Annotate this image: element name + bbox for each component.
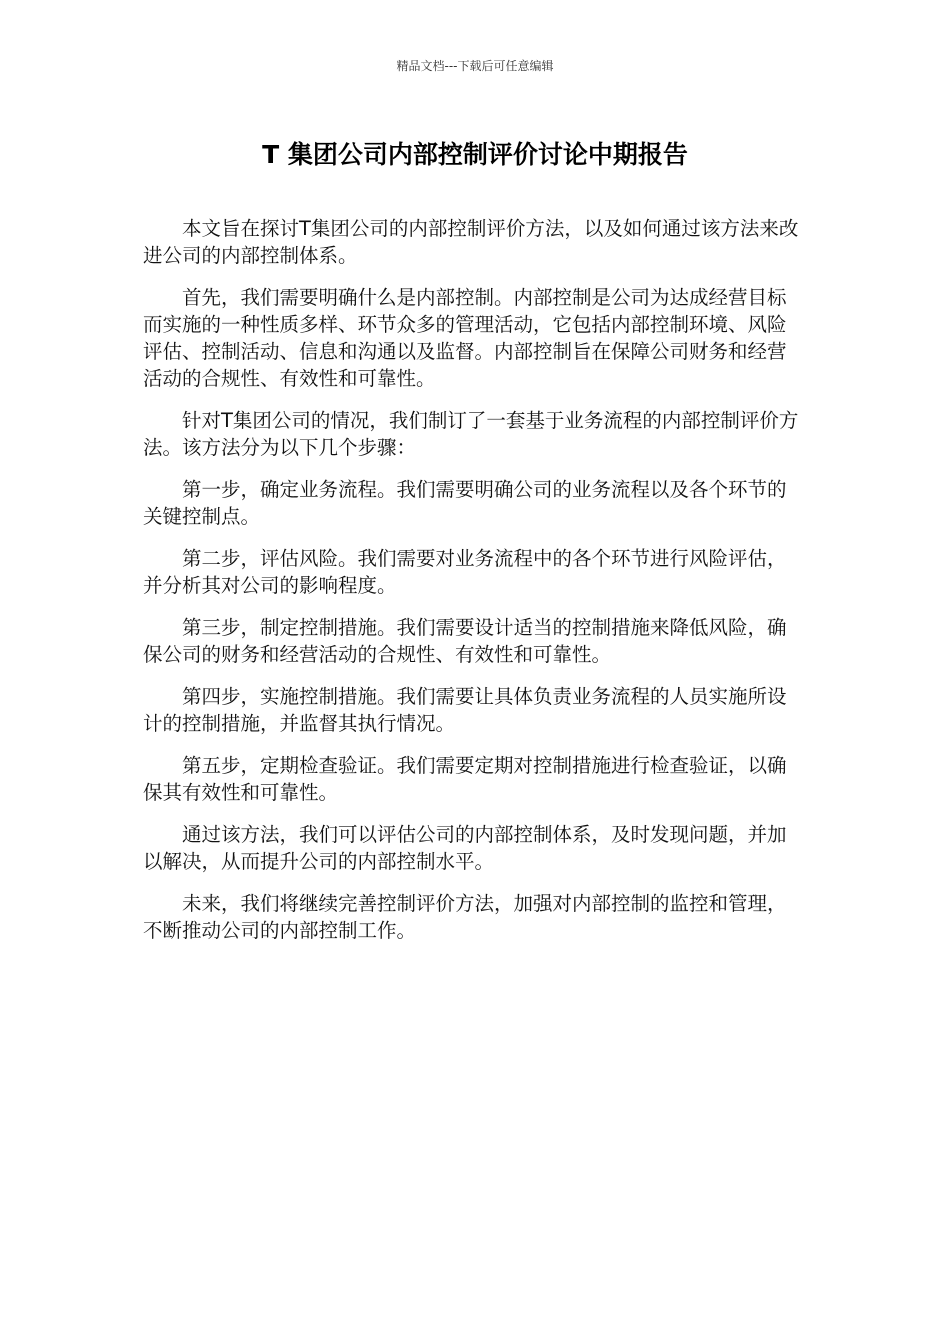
paragraph-step-4: 第四步，实施控制措施。我们需要让具体负责业务流程的人员实施所设计的控制措施，并监督其执行情况。 — [143, 685, 787, 735]
paragraph-result: 通过该方法，我们可以评估公司的内部控制体系，及时发现问题，并加以解决，从而提升公司的内部控制水平。 — [143, 823, 787, 873]
paragraph-step-1: 第一步，确定业务流程。我们需要明确公司的业务流程以及各个环节的关键控制点。 — [143, 478, 787, 528]
paragraph-definition: 首先，我们需要明确什么是内部控制。内部控制是公司为达成经营目标而实施的一种性质多样、环节众多的管理活动，它包括内部控制环境、风险评估、控制活动、信息和沟通以及监督。内部控制旨在保障公司财务和经营活动的合规性、有效性和可靠性。 — [143, 286, 787, 390]
header-note: 精品文档---下载后可任意编辑 — [396, 59, 554, 73]
paragraph-method: 针对T集团公司的情况，我们制订了一套基于业务流程的内部控制评价方法。该方法分为以下几个步骤： — [143, 409, 799, 459]
paragraph-future: 未来，我们将继续完善控制评价方法，加强对内部控制的监控和管理，不断推动公司的内部控制工作。 — [143, 892, 787, 942]
paragraph-step-5: 第五步，定期检查验证。我们需要定期对控制措施进行检查验证，以确保其有效性和可靠性。 — [143, 754, 787, 804]
document-title: T 集团公司内部控制评价讨论中期报告 — [262, 140, 688, 169]
paragraph-step-2: 第二步，评估风险。我们需要对业务流程中的各个环节进行风险评估，并分析其对公司的影响程度。 — [143, 547, 787, 597]
paragraph-step-3: 第三步，制定控制措施。我们需要设计适当的控制措施来降低风险，确保公司的财务和经营活动的合规性、有效性和可靠性。 — [143, 616, 787, 666]
document-body — [143, 215, 799, 959]
paragraph-intro: 本文旨在探讨T集团公司的内部控制评价方法，以及如何通过该方法来改进公司的内部控制体系。 — [143, 217, 799, 267]
